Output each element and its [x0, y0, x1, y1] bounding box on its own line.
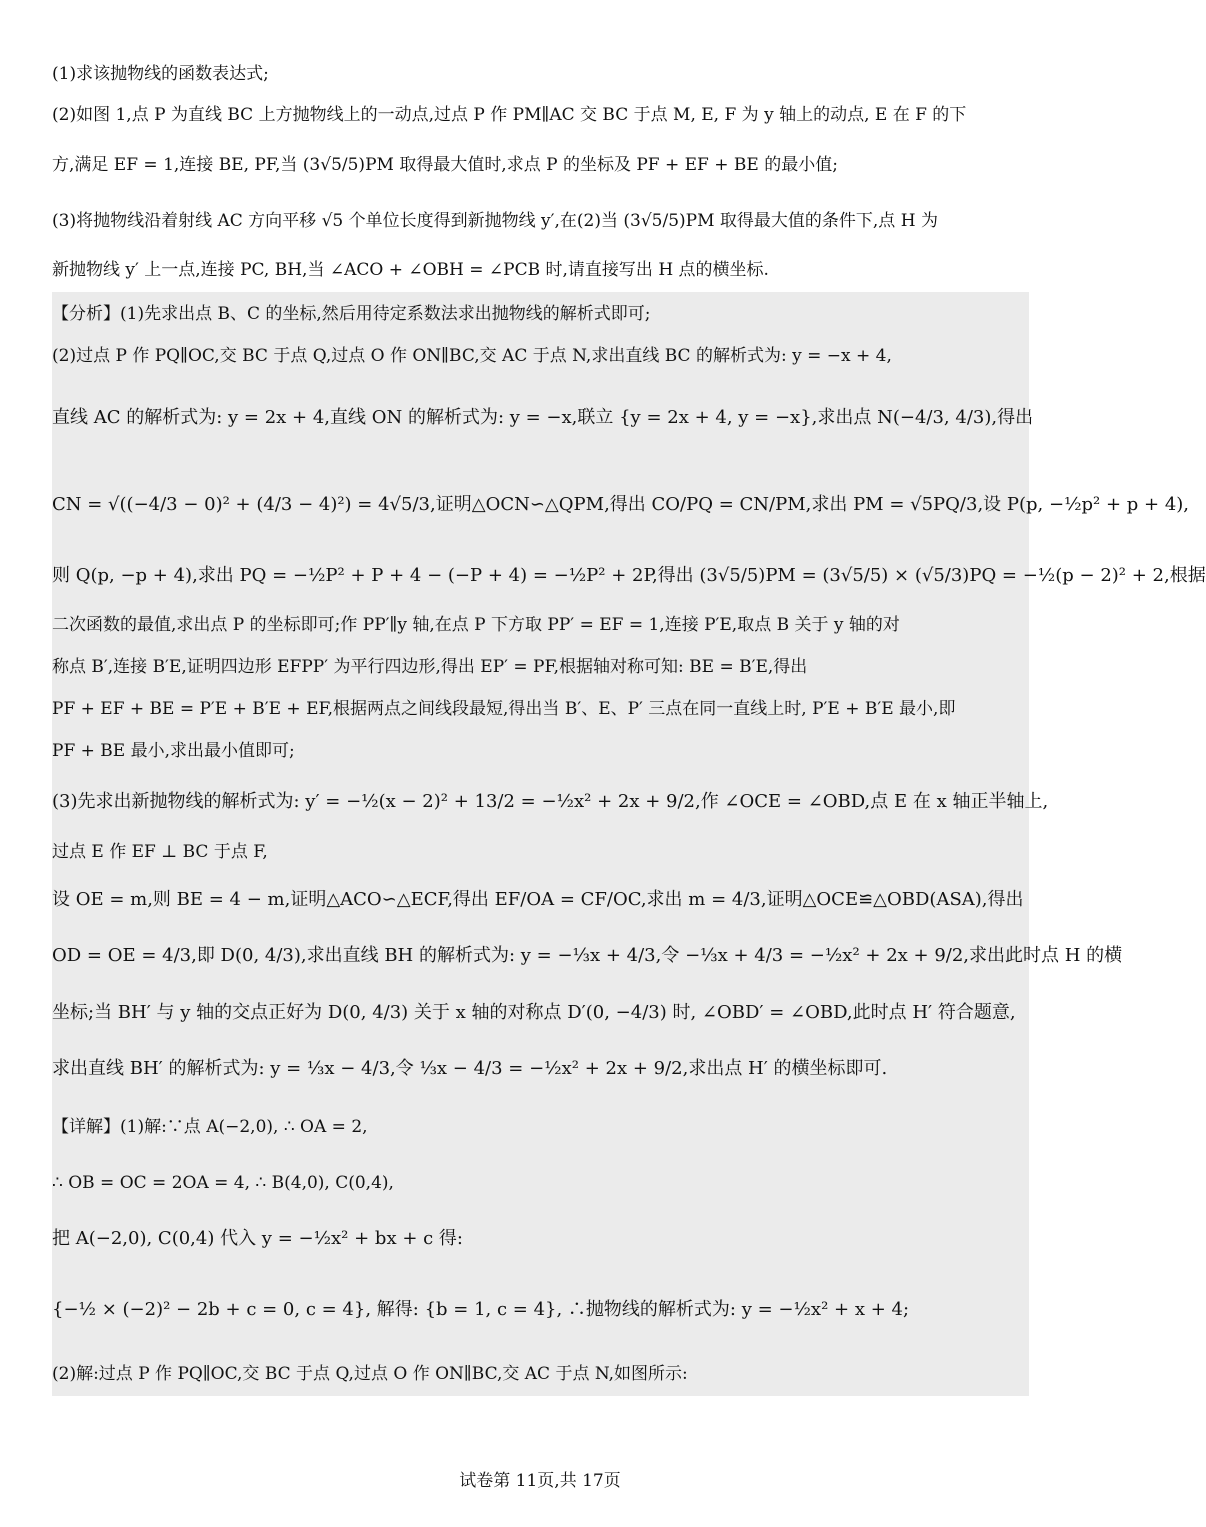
- analysis-line-11: 过点 E 作 EF ⊥ BC 于点 F,: [52, 842, 268, 862]
- solution-line-5: (2)解:过点 P 作 PQ∥OC,交 BC 于点 Q,过点 O 作 ON∥BC,交 AC 于点 N,如图所示:: [52, 1364, 688, 1384]
- question-3-line-1: (3)将抛物线沿着射线 AC 方向平移 √5 个单位长度得到新抛物线 y′,在(2)当 (3√5/5)PM 取得最大值的条件下,点 H 为: [52, 211, 938, 231]
- analysis-line-3: 直线 AC 的解析式为: y = 2x + 4,直线 ON 的解析式为: y = −x,联立 {y = 2x + 4, y = −x},求出点 N(−4/3, 4/3),得出: [52, 407, 1034, 428]
- analysis-line-9: PF + BE 最小,求出最小值即可;: [52, 741, 295, 761]
- analysis-line-14: 坐标;当 BH′ 与 y 轴的交点正好为 D(0, 4/3) 关于 x 轴的对称点 D′(0, −4/3) 时, ∠OBD′ = ∠OBD,此时点 H′ 符合题意,: [52, 1002, 1016, 1023]
- question-1: (1)求该抛物线的函数表达式;: [52, 64, 269, 84]
- question-3-line-2: 新抛物线 y′ 上一点,连接 PC, BH,当 ∠ACO + ∠OBH = ∠PCB 时,请直接写出 H 点的横坐标.: [52, 260, 769, 280]
- analysis-line-4: CN = √((−4/3 − 0)² + (4/3 − 4)²) = 4√5/3,证明△OCN∽△QPM,得出 CO/PQ = CN/PM,求出 PM = √5PQ/3,设 P(p, −½p² + p + 4),: [52, 494, 1190, 515]
- analysis-line-12: 设 OE = m,则 BE = 4 − m,证明△ACO∽△ECF,得出 EF/OA = CF/OC,求出 m = 4/3,证明△OCE≌△OBD(ASA),得出: [52, 889, 1024, 910]
- analysis-line-15: 求出直线 BH′ 的解析式为: y = ⅓x − 4/3,令 ⅓x − 4/3 = −½x² + 2x + 9/2,求出点 H′ 的横坐标即可.: [52, 1058, 888, 1079]
- analysis-line-1: 【分析】(1)先求出点 B、C 的坐标,然后用待定系数法求出抛物线的解析式即可;: [52, 304, 651, 324]
- question-2-line-2: 方,满足 EF = 1,连接 BE, PF,当 (3√5/5)PM 取得最大值时,求点 P 的坐标及 PF + EF + BE 的最小值;: [52, 155, 838, 175]
- analysis-line-10: (3)先求出新抛物线的解析式为: y′ = −½(x − 2)² + 13/2 = −½x² + 2x + 9/2,作 ∠OCE = ∠OBD,点 E 在 x 轴正半轴上,: [52, 791, 1049, 812]
- analysis-line-7: 称点 B′,连接 B′E,证明四边形 EFPP′ 为平行四边形,得出 EP′ = PF,根据轴对称可知: BE = B′E,得出: [52, 657, 808, 677]
- analysis-line-6: 二次函数的最值,求出点 P 的坐标即可;作 PP′∥y 轴,在点 P 下方取 PP′ = EF = 1,连接 P′E,取点 B 关于 y 轴的对: [52, 615, 900, 635]
- solution-line-2: ∴ OB = OC = 2OA = 4, ∴ B(4,0), C(0,4),: [52, 1173, 394, 1193]
- solution-line-1: 【详解】(1)解:∵点 A(−2,0), ∴ OA = 2,: [52, 1117, 368, 1137]
- analysis-line-8: PF + EF + BE = P′E + B′E + EF,根据两点之间线段最短,得出当 B′、E、P′ 三点在同一直线上时, P′E + B′E 最小,即: [52, 699, 956, 719]
- page-footer: 试卷第 11页,共 17页: [459, 1471, 621, 1491]
- analysis-line-2: (2)过点 P 作 PQ∥OC,交 BC 于点 Q,过点 O 作 ON∥BC,交 AC 于点 N,求出直线 BC 的解析式为: y = −x + 4,: [52, 346, 892, 366]
- solution-line-4: {−½ × (−2)² − 2b + c = 0, c = 4}, 解得: {b = 1, c = 4}, ∴抛物线的解析式为: y = −½x² + x + 4;: [52, 1299, 910, 1320]
- analysis-line-5: 则 Q(p, −p + 4),求出 PQ = −½P² + P + 4 − (−P + 4) = −½P² + 2P,得出 (3√5/5)PM = (3√5/5) × (√5/3)PQ = −½(p − 2)² + 2,根据: [52, 565, 1206, 586]
- analysis-line-13: OD = OE = 4/3,即 D(0, 4/3),求出直线 BH 的解析式为: y = −⅓x + 4/3,令 −⅓x + 4/3 = −½x² + 2x + 9/2,求出此时点 H 的横: [52, 945, 1123, 966]
- solution-line-3: 把 A(−2,0), C(0,4) 代入 y = −½x² + bx + c 得:: [52, 1228, 463, 1249]
- question-2-line-1: (2)如图 1,点 P 为直线 BC 上方抛物线上的一动点,过点 P 作 PM∥AC 交 BC 于点 M, E, F 为 y 轴上的动点, E 在 F 的下: [52, 105, 967, 125]
